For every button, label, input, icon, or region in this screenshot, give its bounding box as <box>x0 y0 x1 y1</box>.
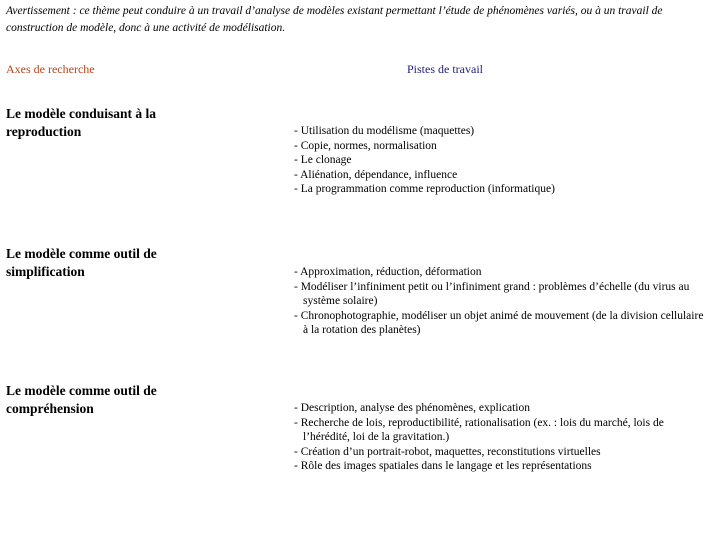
list-item: - La programmation comme reproduction (informatique) <box>294 183 555 195</box>
list-item: - Modéliser l’infiniment petit ou l’infiniment grand : problèmes d’échelle (du virus au système solaire) <box>294 280 690 307</box>
list-item: - Recherche de lois, reproductibilité, rationalisation (ex. : lois du marché, lois de l’hérédité, loi de la gravitation.) <box>294 416 664 443</box>
list-item: - Le clonage <box>294 154 352 166</box>
list-item: - Création d’un portrait-robot, maquettes, reconstitutions virtuelles <box>294 445 601 458</box>
list-item: - Aliénation, dépendance, influence <box>294 168 458 181</box>
warning-text: Avertissement : ce thème peut conduire à un travail d’analyse de modèles existant permettant l’étude de phénomènes variés, ou à un travail de construction de modèle, donc à une activité de modélisation. <box>6 5 663 34</box>
list-item: - Utilisation du modélisme (maquettes) <box>294 125 475 137</box>
list-item: - Chronophotographie, modéliser un objet animé de mouvement (de la division cellulaire à la rotation des planètes) <box>294 309 704 336</box>
list-item: - Copie, normes, normalisation <box>294 139 437 152</box>
list-item: - Approximation, réduction, déformation <box>294 266 482 278</box>
axis-title-reproduction: Le modèle conduisant à la reproduction <box>6 106 157 139</box>
pistes-header: Pistes de travail <box>407 62 483 76</box>
pistes-list-simplification <box>294 265 704 338</box>
axes-header: Axes de recherche <box>6 62 95 76</box>
list-item: - Description, analyse des phénomènes, explication <box>294 402 530 414</box>
axis-title-simplification: Le modèle comme outil de simplification <box>6 246 157 279</box>
axis-title-comprehension: Le modèle comme outil de compréhension <box>6 383 157 416</box>
pistes-list-reproduction <box>294 124 704 197</box>
list-item: - Rôle des images spatiales dans le langage et les représentations <box>294 460 592 472</box>
pistes-list-comprehension <box>294 401 704 474</box>
